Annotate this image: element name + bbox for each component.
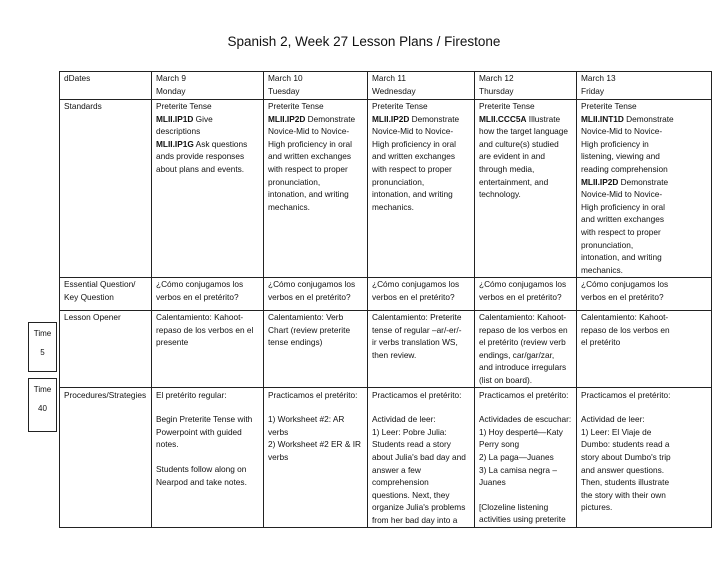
procedures-wednesday: Practicamos el pretérito: Actividad de leer: 1) Leer: Pobre Julia: Students read a story about Julia's bad day and answer a few comprehension questions. Next, they organize Julia's problems from her bad day into a	[368, 387, 475, 527]
date-cell: March 12 Thursday	[475, 72, 577, 100]
essential-cell: ¿Cómo conjugamos los verbos en el pretérito?	[368, 278, 475, 311]
procedures-tuesday: Practicamos el pretérito: 1) Worksheet #2: AR verbs 2) Worksheet #2 ER & IR verbs	[264, 387, 368, 527]
opener-cell: Calentamiento: Verb Chart (review preterite tense endings)	[264, 311, 368, 388]
row-label: dDates	[60, 72, 152, 100]
essential-cell: ¿Cómo conjugamos los verbos en el pretérito?	[577, 278, 712, 311]
dates-row	[60, 72, 712, 100]
page-title: Spanish 2, Week 27 Lesson Plans / Firestone	[227, 34, 501, 49]
date-cell: March 13 Friday	[577, 72, 712, 100]
time-value: 5	[40, 348, 45, 357]
opener-cell: Calentamiento: Preterite tense of regular –ar/-er/- ir verbs translation WS, then review.	[368, 311, 475, 388]
date-cell: March 9 Monday	[152, 72, 264, 100]
time-box-procedures	[28, 378, 57, 432]
opener-cell: Calentamiento: Kahoot- repaso de los verbos en el pretérito	[577, 311, 712, 388]
essential-cell: ¿Cómo conjugamos los verbos en el pretérito?	[264, 278, 368, 311]
opener-cell: Calentamiento: Kahoot- repaso de los verbos en el pretérito (review verb endings, car/gar/zar, and introduce irregulars (list on board).	[475, 311, 577, 388]
opener-cell: Calentamiento: Kahoot- repaso de los verbos en el presente	[152, 311, 264, 388]
standards-friday: Preterite Tense MLII.INT1D Demonstrate Novice-Mid to Novice- High proficiency in listening, viewing and reading comprehension MLII.IP2D Demonstrate Novice-Mid to Novice- High proficiency in oral and written exchanges with respect to proper pronunciation, intonation, and writing mechanics.	[577, 100, 712, 278]
time-label: Time	[33, 385, 52, 394]
date-cell: March 10 Tuesday	[264, 72, 368, 100]
time-value: 40	[38, 404, 47, 413]
time-box-opener	[28, 322, 57, 372]
essential-question-row	[60, 278, 712, 311]
row-label: Lesson Opener	[60, 311, 152, 388]
date-cell: March 11 Wednesday	[368, 72, 475, 100]
standards-tuesday: Preterite Tense MLII.IP2D Demonstrate Novice-Mid to Novice- High proficiency in oral and written exchanges with respect to proper pronunciation, intonation, and writing mechanics.	[264, 100, 368, 278]
lesson-plan-table	[59, 71, 712, 528]
procedures-friday: Practicamos el pretérito: Actividad de leer: 1) Leer: El Viaje de Dumbo: students read a story about Dumbo's trip and answer questions. Then, students illustrate the story with their own pictures.	[577, 387, 712, 527]
time-label: Time	[33, 329, 52, 338]
row-label: Procedures/Strategies	[60, 387, 152, 527]
standards-wednesday: Preterite Tense MLII.IP2D Demonstrate Novice-Mid to Novice- High proficiency in oral and written exchanges with respect to proper pronunciation, intonation, and writing mechanics.	[368, 100, 475, 278]
standards-thursday: Preterite Tense MLII.CCC5A Illustrate how the target language and culture(s) studied are evident in and through media, entertainment, and technology.	[475, 100, 577, 278]
procedures-thursday: Practicamos el pretérito: Actividades de escuchar: 1) Hoy desperté—Katy Perry song 2) La paga—Juanes 3) La camisa negra – Juanes [Clozeline listening activities using preterite	[475, 387, 577, 527]
essential-cell: ¿Cómo conjugamos los verbos en el pretérito?	[152, 278, 264, 311]
row-label: Essential Question/ Key Question	[60, 278, 152, 311]
lesson-opener-row	[60, 311, 712, 388]
essential-cell: ¿Cómo conjugamos los verbos en el pretérito?	[475, 278, 577, 311]
standards-row	[60, 100, 712, 278]
standards-monday: Preterite Tense MLII.IP1D Give descriptions MLII.IP1G Ask questions ands provide responses about plans and events.	[152, 100, 264, 278]
procedures-monday: El pretérito regular: Begin Preterite Tense with Powerpoint with guided notes. Students follow along on Nearpod and take notes.	[152, 387, 264, 527]
procedures-row	[60, 387, 712, 527]
row-label: Standards	[60, 100, 152, 278]
